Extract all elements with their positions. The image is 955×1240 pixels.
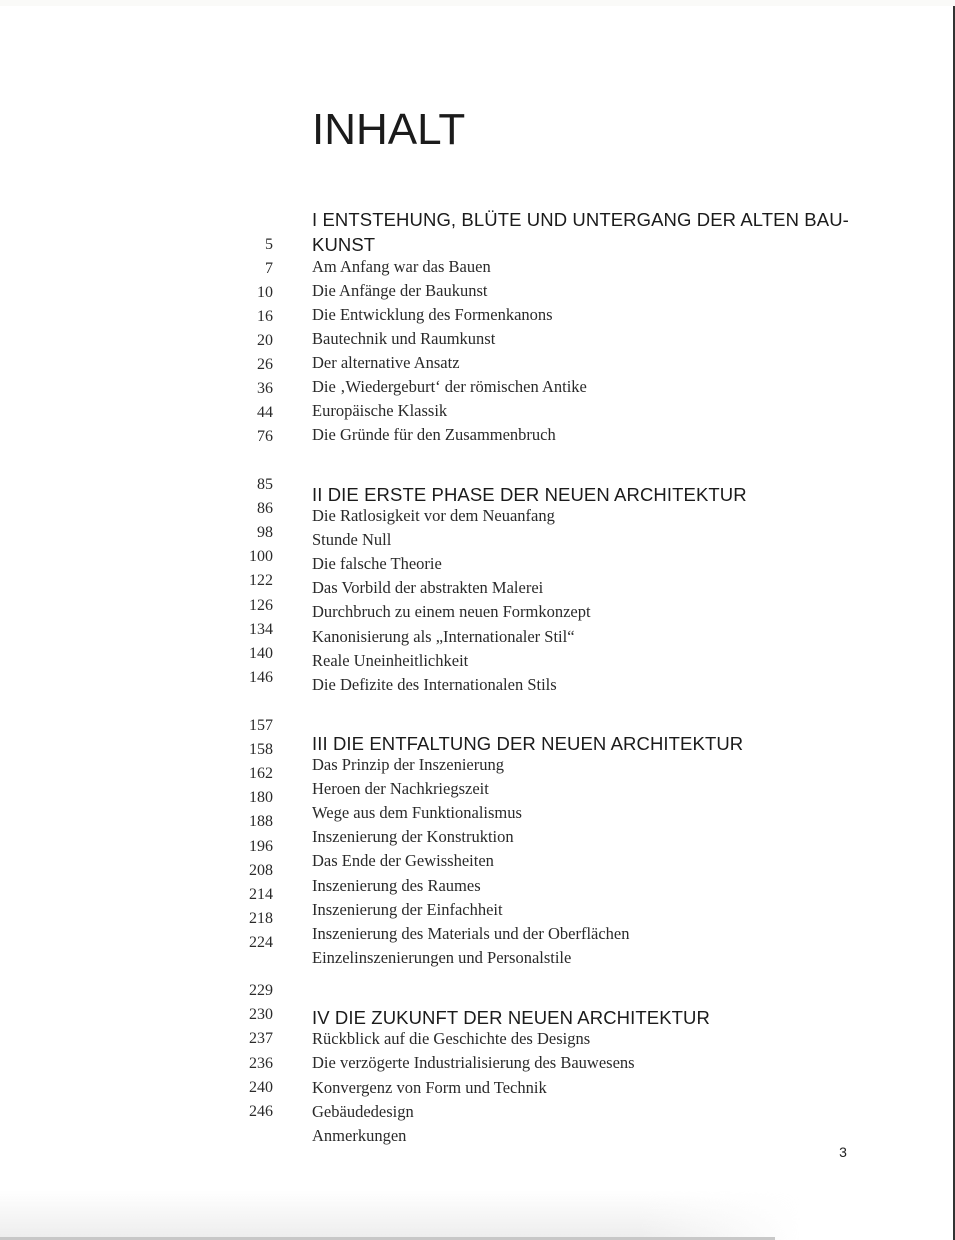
toc-entry[interactable]: Am Anfang war das Bauen xyxy=(312,257,491,276)
toc-page-number: 44 xyxy=(257,404,273,421)
toc-page-number: 188 xyxy=(249,813,273,831)
section-heading: II DIE ERSTE PHASE DER NEUEN ARCHITEKTUR xyxy=(312,484,747,505)
toc-page-number: 134 xyxy=(249,620,273,638)
toc-entry[interactable]: Europäische Klassik xyxy=(312,401,448,420)
toc-page-number: 236 xyxy=(249,1054,273,1072)
toc-entry[interactable]: Das Vorbild der abstrakten Malerei xyxy=(312,578,544,598)
toc-page-number: 10 xyxy=(257,284,273,301)
toc-page-number: 246 xyxy=(249,1103,273,1120)
toc-entry[interactable]: Die verzögerte Industrialisierung des Bauwesens xyxy=(312,1053,635,1073)
toc-entry[interactable]: Inszenierung des Raumes xyxy=(312,875,481,895)
toc-page-number: 85 xyxy=(257,476,273,493)
toc-page-number: 140 xyxy=(249,644,273,662)
toc-entry[interactable]: Gebäudedesign xyxy=(312,1101,414,1121)
toc-entry[interactable]: Stunde Null xyxy=(312,530,392,550)
toc-page-number: 240 xyxy=(249,1078,273,1096)
toc-page-number: 16 xyxy=(257,308,273,325)
toc-page-number: 196 xyxy=(249,837,273,855)
toc-page-number: 126 xyxy=(249,596,273,614)
toc-entry[interactable]: Die Entwicklung des Formenkanons xyxy=(312,305,553,324)
toc-page-number: 36 xyxy=(257,380,273,397)
toc-page-number: 157 xyxy=(249,717,273,734)
toc-page-number: 237 xyxy=(249,1030,273,1048)
page-bottom-shadow xyxy=(0,1190,800,1240)
toc-entry[interactable]: Inszenierung der Einfachheit xyxy=(312,899,503,919)
toc-page-number: 122 xyxy=(249,572,273,590)
toc-entry[interactable]: Die Anfänge der Baukunst xyxy=(312,281,488,300)
section-heading: I ENTSTEHUNG, BLÜTE UND UNTERGANG DER ALTEN BAU- KUNST xyxy=(312,209,849,255)
toc-page-number: 100 xyxy=(249,548,273,566)
toc-entry[interactable]: Inszenierung des Materials und der Oberflächen xyxy=(312,923,630,943)
toc-entry[interactable]: Die Ratlosigkeit vor dem Neuanfang xyxy=(312,506,555,525)
page-title: INHALT xyxy=(312,105,466,154)
toc-page-number: 98 xyxy=(257,524,273,542)
toc-page-number: 20 xyxy=(257,332,273,349)
toc-entry[interactable]: Konvergenz von Form und Technik xyxy=(312,1077,547,1097)
toc-page-number: 86 xyxy=(257,500,273,518)
section-heading: III DIE ENTFALTUNG DER NEUEN ARCHITEKTUR xyxy=(312,733,744,754)
toc-page-number: 146 xyxy=(249,668,273,686)
toc-page-number: 224 xyxy=(249,933,273,951)
toc-page-number: 180 xyxy=(249,789,273,807)
toc-entry[interactable]: Einzelinszenierungen und Personalstile xyxy=(312,947,572,967)
toc-page-number: 214 xyxy=(249,885,273,903)
toc-entry[interactable]: Das Ende der Gewissheiten xyxy=(312,851,494,871)
toc-page-number: 208 xyxy=(249,861,273,879)
toc-page-number: 229 xyxy=(249,982,273,999)
toc-page-number: 218 xyxy=(249,909,273,927)
toc-entry[interactable]: Der alternative Ansatz xyxy=(312,353,460,372)
toc-entry[interactable]: Die ‚Wiedergeburt‘ der römischen Antike xyxy=(312,377,587,396)
toc-entry[interactable]: Die Defizite des Internationalen Stils xyxy=(312,674,557,694)
toc-entry[interactable]: Kanonisierung als „Internationaler Stil“ xyxy=(312,626,575,646)
toc-entry[interactable]: Anmerkungen xyxy=(312,1126,407,1146)
toc-page-number: 5 xyxy=(265,236,273,253)
toc-page-number: 230 xyxy=(249,1006,273,1024)
toc-entry[interactable]: Durchbruch zu einem neuen Formkonzept xyxy=(312,602,591,622)
toc-entry[interactable]: Das Prinzip der Inszenierung xyxy=(312,755,504,774)
toc-entry[interactable]: Die falsche Theorie xyxy=(312,554,442,574)
section-heading: IV DIE ZUKUNFT DER NEUEN ARCHITEKTUR xyxy=(312,1007,710,1028)
toc-entry[interactable]: Reale Uneinheitlichkeit xyxy=(312,650,469,670)
toc-entry[interactable]: Die Gründe für den Zusammenbruch xyxy=(312,425,556,444)
toc-entry[interactable]: Bautechnik und Raumkunst xyxy=(312,329,496,348)
toc-entry[interactable]: Wege aus dem Funktionalismus xyxy=(312,803,522,823)
toc-page-number: 162 xyxy=(249,765,273,783)
page-number: 3 xyxy=(839,1144,847,1160)
toc-page-number: 26 xyxy=(257,356,273,373)
toc-page-number: 158 xyxy=(249,741,273,759)
page-top-edge xyxy=(0,0,955,6)
toc-entry[interactable]: Rückblick auf die Geschichte des Designs xyxy=(312,1029,591,1048)
toc-page-number: 76 xyxy=(257,428,273,445)
toc-entry[interactable]: Inszenierung der Konstruktion xyxy=(312,827,514,847)
toc-entry[interactable]: Heroen der Nachkriegszeit xyxy=(312,779,489,799)
toc-page-number: 7 xyxy=(265,260,273,277)
